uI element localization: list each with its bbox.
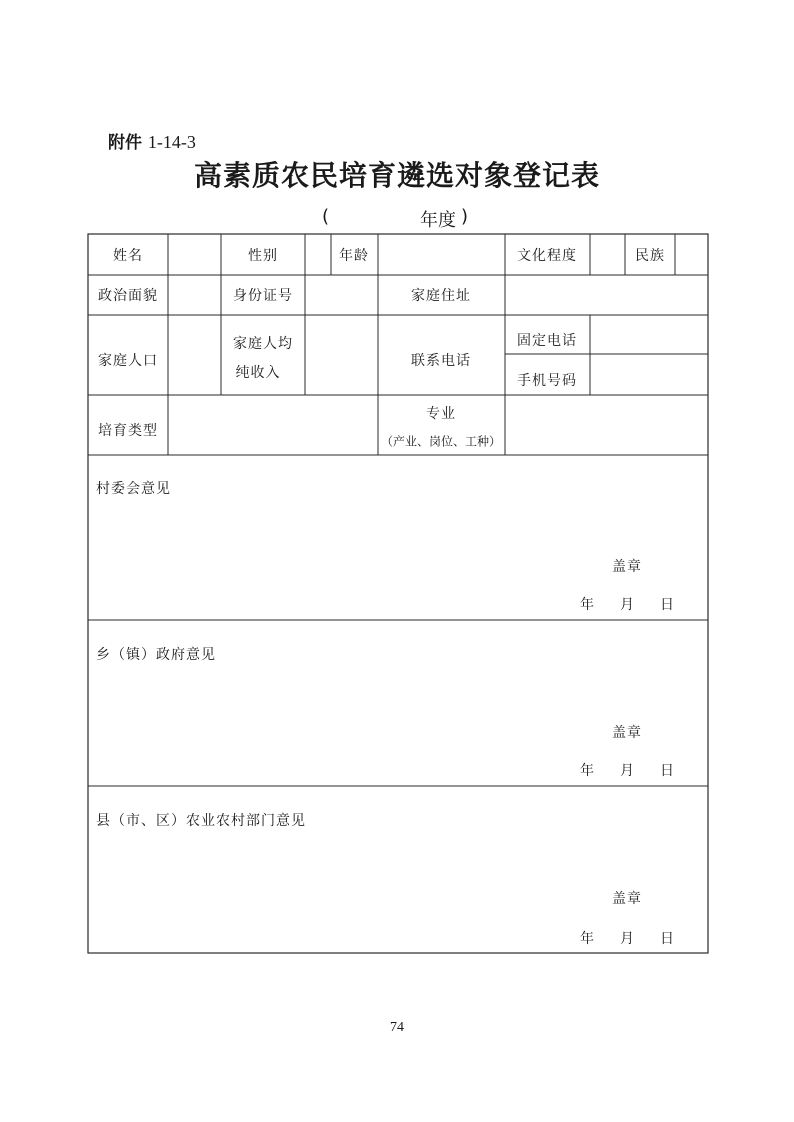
field-county-agriculture-dept-opinion[interactable] <box>89 832 707 882</box>
field-name[interactable] <box>169 235 220 274</box>
field-mobile[interactable] <box>591 355 707 394</box>
page-number: 74 <box>390 1020 404 1035</box>
seal-label: 盖章 <box>612 891 642 907</box>
field-household-size[interactable] <box>169 316 220 394</box>
date-year-label: 年 <box>580 597 595 613</box>
label-ethnicity: 民族 <box>635 248 665 264</box>
year-open-paren: ( <box>322 206 330 227</box>
field-landline[interactable] <box>591 316 707 353</box>
field-township-government-opinion[interactable] <box>89 666 707 716</box>
label-village-committee-opinion: 村委会意见 <box>96 481 171 497</box>
seal-label: 盖章 <box>612 725 642 741</box>
label-training-type: 培育类型 <box>98 423 158 439</box>
field-ethnicity[interactable] <box>676 235 707 274</box>
attachment-label-text: 附件 <box>108 133 142 153</box>
label-age: 年龄 <box>339 248 369 264</box>
date-month-label: 月 <box>620 597 635 613</box>
date-year-label: 年 <box>580 763 595 779</box>
date-day-label: 日 <box>660 763 675 779</box>
label-household-size: 家庭人口 <box>98 353 158 369</box>
field-major[interactable] <box>506 396 707 454</box>
date-year-label: 年 <box>580 931 595 947</box>
field-age[interactable] <box>379 235 504 274</box>
label-income-line2: 纯收入 <box>235 365 281 381</box>
label-education: 文化程度 <box>517 248 577 264</box>
year-label: 年度 <box>420 210 456 231</box>
date-month-label: 月 <box>620 763 635 779</box>
label-major-line2: （产业、岗位、工种） <box>380 434 502 449</box>
label-county-agriculture-dept-opinion: 县（市、区）农业农村部门意见 <box>96 813 306 829</box>
label-major-line1: 专业 <box>426 406 456 422</box>
field-home-address[interactable] <box>506 276 707 314</box>
seal-label: 盖章 <box>612 559 642 575</box>
date-day-label: 日 <box>660 597 675 613</box>
label-political-status: 政治面貌 <box>98 288 158 304</box>
field-income[interactable] <box>306 316 377 394</box>
label-contact-phone: 联系电话 <box>411 353 471 369</box>
label-township-government-opinion: 乡（镇）政府意见 <box>96 647 216 663</box>
label-landline: 固定电话 <box>517 333 577 349</box>
field-training-type[interactable] <box>169 396 377 454</box>
label-gender: 性别 <box>248 248 278 264</box>
label-mobile: 手机号码 <box>517 373 577 389</box>
year-close-paren: ) <box>461 206 469 227</box>
field-id-number[interactable] <box>306 276 377 314</box>
label-id-number: 身份证号 <box>233 288 293 304</box>
label-income-line1: 家庭人均 <box>233 336 293 352</box>
field-education[interactable] <box>591 235 624 274</box>
form-title: 高素质农民培育遴选对象登记表 <box>193 159 600 192</box>
attachment-number: 1-14-3 <box>147 132 196 152</box>
date-day-label: 日 <box>660 931 675 947</box>
field-gender[interactable] <box>306 235 330 274</box>
date-month-label: 月 <box>620 931 635 947</box>
label-home-address: 家庭住址 <box>411 288 471 304</box>
field-village-committee-opinion[interactable] <box>89 500 707 550</box>
label-name: 姓名 <box>113 248 143 264</box>
field-political-status[interactable] <box>169 276 220 314</box>
